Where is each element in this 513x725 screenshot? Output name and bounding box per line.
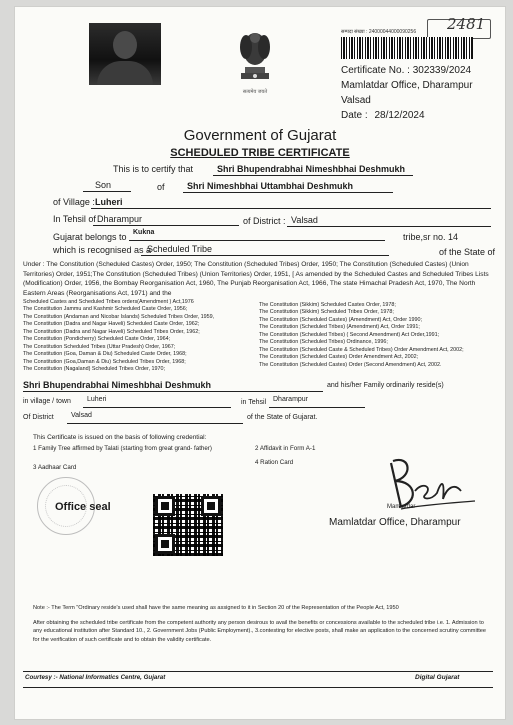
order-item: The Constitution (Pondicherry) Scheduled Caste Order, 1964; — [23, 336, 171, 343]
holder-name-line — [213, 175, 413, 176]
order-item: The Constitution (Scheduled Tribes) ( Second Amendment) Act Order,1991; — [259, 331, 440, 338]
recognised-as: Scheduled Tribe — [147, 244, 213, 254]
belongs-label: Gujarat belongs to — [53, 232, 127, 242]
holder-name-2: Shri Bhupendrabhai Nimeshbhai Deshmukh — [23, 380, 212, 390]
order-item: The Constitution (Goa,Daman & Diu) Scheduled Tribes Order, 1968; — [23, 358, 186, 365]
order-item: The Constitution (Scheduled Castes) Order (Second Amendment) Act, 2002. — [259, 361, 442, 368]
handwritten-number: 2481 — [447, 15, 486, 33]
recognised-line — [141, 255, 389, 256]
son-line — [83, 191, 131, 192]
order-item: The Constitution (Goa, Daman & Diu) Scheduled Caste Order, 1968; — [23, 351, 187, 358]
district-line — [287, 226, 491, 227]
note-text: Note :- The Term "Ordinary reside's used shall have the same meaning as assigned to it in Section 20 of the Representation of the People Act, 1950 — [33, 605, 399, 611]
holder-name-2-line — [23, 391, 323, 392]
district-label-2: Of District — [23, 414, 54, 421]
credential-item: 4 Ration Card — [255, 459, 294, 466]
after-text: After obtaining the scheduled tribe certificate from the competent authority any person desirous to avail the benefits or concessions available to the scheduled tribe i.e. 1. Admission to any educational institution after Standard 10., 2. Government Jobs (Public Employment)., 3.contesting for elective posts, shall make an application to the concerned scrutiny committee for the verification of such certificate and to obtain the validity certificate. — [33, 620, 487, 643]
holder-name: Shri Bhupendrabhai Nimeshbhai Deshmukh — [217, 164, 406, 174]
tribe-sr-label: tribe,sr no. 14 — [403, 232, 459, 242]
emblem-caption: सत्यमेव जयते — [242, 89, 268, 95]
courtesy-text: Courtesy :- National Informatics Centre, Gujarat — [25, 674, 166, 681]
village-line — [91, 208, 491, 209]
orders-left-list — [23, 299, 255, 374]
tehsil-2: Dharampur — [273, 396, 309, 403]
order-item: The Constitution (Sikkim) Scheduled Tribes Order, 1978; — [259, 309, 394, 316]
tribe-line — [129, 240, 385, 241]
district-2-line — [67, 423, 243, 424]
village-2: Luheri — [87, 396, 107, 403]
state-emblem-icon — [235, 27, 275, 89]
barcode-text: सम्पदा संख्या : 24000044000090256 — [341, 29, 417, 35]
tehsil-label-2: in Tehsil — [241, 399, 267, 406]
district-label: of District : — [243, 216, 286, 226]
order-item: The Constitution (Scheduled Caste & Scheduled Tribes) Order Amendment Act, 2002; — [259, 346, 464, 353]
order-item: The Constitution (Scheduled Castes) Order Amendment Act, 2002; — [259, 354, 419, 361]
signatory-office: Mamlatdar Office, Dharampur — [329, 517, 461, 528]
issue-date: 28/12/2024 — [374, 110, 425, 121]
village-town-label: in village / town — [23, 398, 71, 405]
document-title: Government of Gujarat — [183, 127, 337, 144]
tribe-name: Kukna — [133, 229, 155, 236]
barcode — [341, 37, 473, 59]
issuing-place: Valsad — [341, 95, 371, 106]
orders-right-list — [259, 302, 495, 369]
district-2: Valsad — [71, 412, 92, 419]
credential-item: 2 Affidavit in Form A-1 — [255, 445, 316, 452]
state-of-label: of the State of — [439, 247, 496, 257]
signature-caption: Mamlatdar — [387, 504, 416, 510]
holder-photo — [89, 23, 161, 85]
village-2-line — [83, 407, 231, 408]
office-seal-label: Office seal — [55, 501, 111, 513]
order-item: The Constitution (Dadra and Nagar Haveli) Scheduled Caste Order, 1962; — [23, 321, 200, 328]
district: Valsad — [291, 215, 318, 225]
order-item: Scheduled Castes and Scheduled Tribes orders(Amendment ) Act,1976 — [23, 299, 194, 305]
certificate-page — [14, 6, 506, 720]
tehsil: Dharampur — [97, 214, 143, 224]
order-item: The Constitution (Scheduled Castes) (Amendment) Act, Order 1990; — [259, 316, 422, 323]
tehsil-line — [93, 225, 239, 226]
order-item: The Constitution (Dadra and Nagar Haveli) Scheduled Tribes Order, 1962; — [23, 328, 200, 335]
father-name: Shri Nimeshbhai Uttambhai Deshmukh — [187, 181, 354, 191]
footer-rule-top — [23, 671, 493, 672]
son-label: Son — [95, 180, 112, 190]
state-text: of the State of Gujarat. — [247, 414, 318, 421]
order-item: The Constitution Scheduled Tribes (Uttar Pradesh) Order, 1967; — [23, 343, 176, 350]
certificate-number: Certificate No. : 302339/2024 — [341, 65, 472, 76]
order-item: The Constitution Jammu and Kashmir Scheduled Caste Order, 1956; — [23, 306, 188, 313]
digital-gujarat-text: Digital Gujarat — [415, 674, 460, 681]
village: Luheri — [95, 197, 123, 207]
issue-date-row — [341, 110, 425, 121]
credential-item: 1 Family Tree affirmed by Talati (starting from great grand- father) — [33, 445, 212, 452]
basis-text: This Certificate is issued on the basis of following credential: — [33, 434, 207, 441]
credential-item: 3 Aadhaar Card — [33, 464, 77, 471]
certify-prefix: This is to certify that — [113, 164, 194, 174]
order-item: The Constitution (Andaman and Nicobar Islands) Scheduled Tribes Order, 1959, — [23, 313, 215, 320]
tehsil-label: In Tehsil of — [53, 214, 96, 224]
document-subtitle: SCHEDULED TRIBE CERTIFICATE — [170, 147, 350, 159]
order-item: The Constitution (Scheduled Tribes) (Amendment) Act, Order 1991; — [259, 324, 420, 331]
father-name-line — [183, 192, 393, 193]
issuing-office: Mamlatdar Office, Dharampur — [341, 80, 473, 91]
law-text: Under : The Constitution (Scheduled Castes) Order, 1950; The Constitution (Scheduled Tribes) Order, 1950; The Constitution (Scheduled Castes) (Union Territories) Order, 1951;The Constitution (Scheduled Tribes) (Union Territories) Order, 1951, [ As amended by the Scheduled Castes and Scheduled Tribes Lists (Modification) Order, 1956, the Bombay Reorganisation Act, 1960, The Punjab Reorganisation Act, 1966, The state Himachal Pradesh Act, 1970, The North Eastern Areas (Reorganisations Act, 1971) and the — [23, 261, 489, 297]
footer-rule-bottom — [23, 687, 493, 688]
order-item: The Constitution (Sikkim) Scheduled Castes Order, 1978; — [259, 302, 396, 308]
recognised-label: which is recognised as a — [53, 245, 152, 255]
village-label: of Village : — [53, 197, 95, 207]
order-item: The Constitution (Nagaland) Scheduled Tribes Order, 1970; — [23, 366, 166, 373]
qr-code — [153, 494, 223, 556]
order-item: The Constitution (Scheduled Tribes) Ordinance, 1996; — [259, 339, 388, 346]
tehsil-2-line — [269, 407, 365, 408]
of-label: of — [157, 182, 165, 192]
family-text: and his/her Family ordinarily reside(s) — [327, 382, 444, 389]
date-label: Date : — [341, 110, 368, 121]
